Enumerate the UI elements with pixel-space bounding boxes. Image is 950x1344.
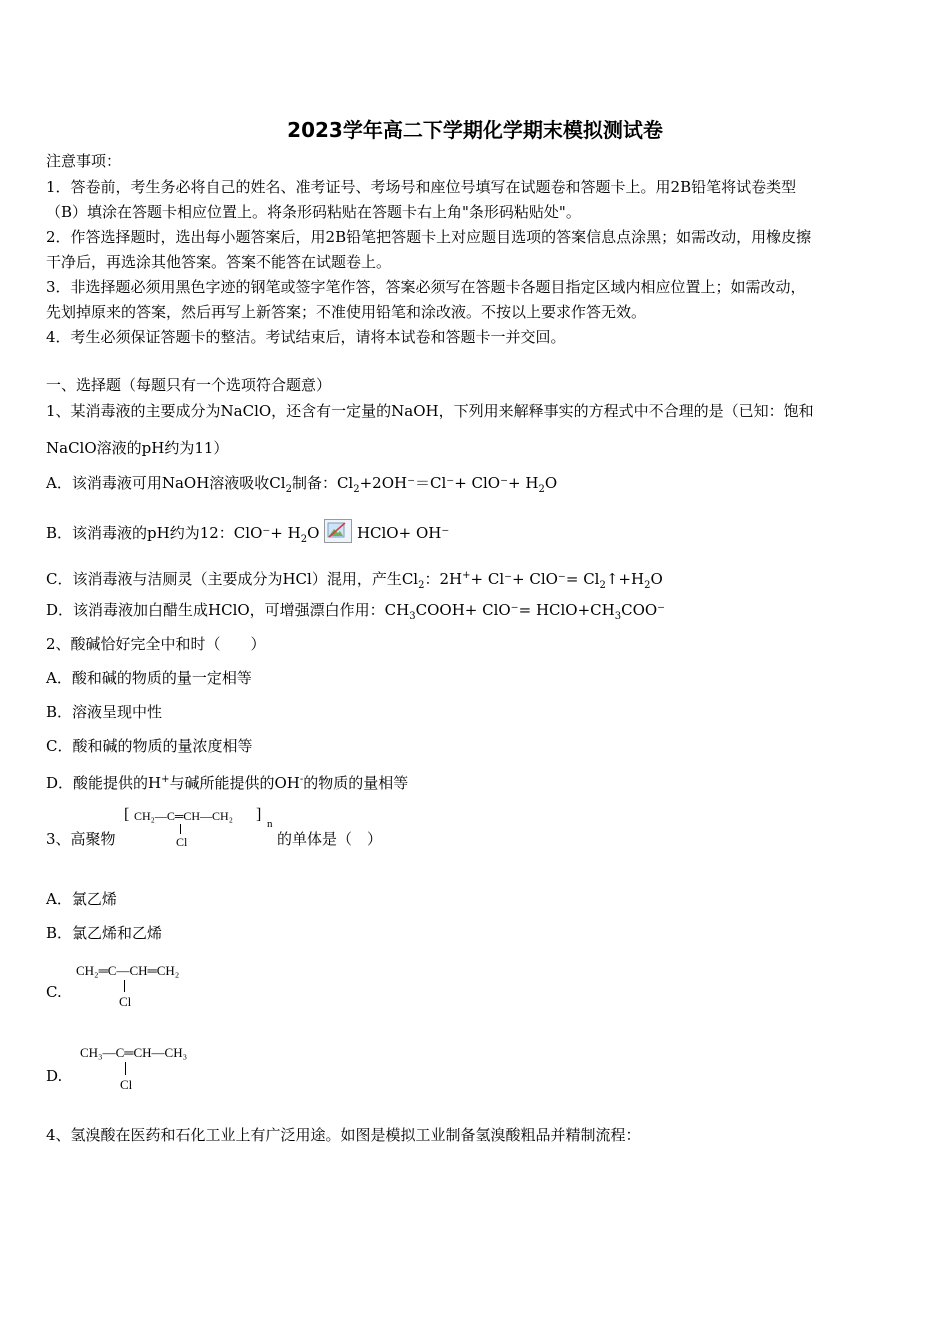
q1-stem-line2: NaClO溶液的pH约为11） (46, 439, 229, 457)
q2-option-a: A．酸和碱的物质的量一定相等 (46, 669, 252, 687)
polymer-formula: CH₂—C═CH—CH₂ (134, 809, 233, 823)
polymer-cl: Cl (176, 835, 188, 849)
bracket-left: [ (124, 806, 130, 823)
q3-option-b: B．氯乙烯和乙烯 (46, 924, 163, 942)
bond-line (124, 980, 125, 992)
q1-option-a: A．该消毒液可用NaOH溶液吸收$Cl_2$制备：$Cl_2+2OH^-=Cl^-+ ClO^-+ H_2O$ (46, 474, 558, 495)
notice-line: 1．答卷前，考生务必将自己的姓名、准考证号、考场号和座位号填写在试题卷和答题卡上。用2B铅笔将试卷类型 (46, 178, 797, 196)
polymer-structure (124, 806, 274, 850)
option-c-structure (76, 963, 216, 1011)
option-c-cl: Cl (119, 994, 132, 1009)
q2-option-d: D．酸能提供的H+与碱所能提供的OH-的物质的量相等 (46, 774, 409, 792)
q3-stem-prefix: 3、高聚物 (46, 830, 116, 848)
q1-stem-line1: 1、某消毒液的主要成分为NaClO，还含有一定量的NaOH，下列用来解释事实的方程式中不合理的是（已知：饱和 (46, 402, 814, 420)
notice-line: （B）填涂在答题卡相应位置上。将条形码粘贴在答题卡右上角"条形码粘贴处"。 (46, 203, 581, 221)
bracket-right: ] (256, 806, 262, 823)
broken-image-icon (324, 519, 352, 543)
q1-option-b: B．该消毒液的pH约为12：$ClO^-+ H_2O$ HClO+ OH⁻ (46, 519, 449, 550)
bond-line (180, 824, 181, 834)
q3-option-a: A．氯乙烯 (46, 890, 117, 908)
notice-heading: 注意事项： (46, 152, 122, 170)
option-d-cl: Cl (120, 1077, 133, 1092)
option-d-structure (80, 1045, 220, 1095)
q3-option-d-label: D. (46, 1067, 63, 1085)
q2-stem: 2、酸碱恰好完全中和时（ ） (46, 635, 266, 653)
q2-option-b: B．溶液呈现中性 (46, 703, 163, 721)
section-heading: 一、选择题（每题只有一个选项符合题意） (46, 376, 332, 394)
notice-line: 3．非选择题必须用黑色字迹的钢笔或签字笔作答，答案必须写在答题卡各题目指定区域内相应位置上；如需改动， (46, 278, 806, 296)
q3-stem-suffix: 的单体是（ ） (277, 830, 383, 848)
q1-option-c: C．该消毒液与洁厕灵（主要成分为HCl）混用，产生$Cl_2$：$2H^++ Cl^-+ ClO^-= Cl_2↑+H_2O$ (46, 570, 663, 591)
q1-option-d: D．该消毒液加白醋生成HClO，可增强漂白作用：$CH_3COOH+ ClO^-=$ $HClO+CH_3COO^-$ (46, 601, 666, 622)
q4-stem: 4、氢溴酸在医药和石化工业上有广泛用途。如图是模拟工业制备氢溴酸粗品并精制流程： (46, 1126, 641, 1144)
notice-line: 2．作答选择题时，选出每小题答案后，用2B铅笔把答题卡上对应题目选项的答案信息点涂黑；如需改动，用橡皮擦 (46, 228, 812, 246)
polymer-n: n (267, 818, 273, 830)
option-d-formula: CH₃—C═CH—CH₃ (80, 1045, 188, 1060)
option-c-formula: CH₂═C—CH═CH₂ (76, 963, 180, 978)
notice-line: 干净后，再选涂其他答案。答案不能答在试题卷上。 (46, 253, 392, 271)
page-title: 2023学年高二下学期化学期末模拟测试卷 (287, 118, 663, 142)
q2-option-c: C．酸和碱的物质的量浓度相等 (46, 737, 253, 755)
bond-line (125, 1062, 126, 1075)
notice-line: 先划掉原来的答案，然后再写上新答案；不准使用铅笔和涂改液。不按以上要求作答无效。 (46, 303, 647, 321)
notice-line: 4．考生必须保证答题卡的整洁。考试结束后，请将本试卷和答题卡一并交回。 (46, 328, 566, 346)
q3-option-c-label: C. (46, 983, 62, 1001)
